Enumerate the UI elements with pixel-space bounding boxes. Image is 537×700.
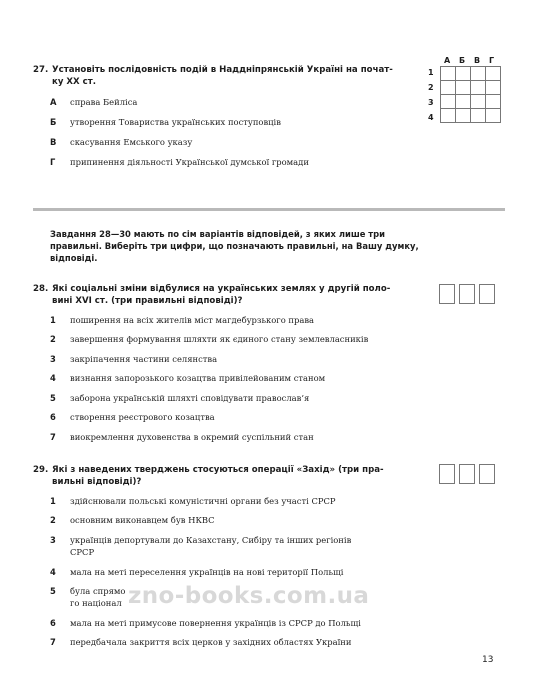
- q29-answer-box-1[interactable]: [439, 464, 455, 484]
- q28-option-3: 3 закріпачення частини селянства: [50, 354, 218, 364]
- instruction-text: Завдання 28—30 мають по сім варіантів відповідей, з яких лише три правильні. Виберіть три цифри, що позначають правильні, на Вашу думку, відповіді.: [50, 229, 419, 264]
- q28-answer-box-3[interactable]: [479, 284, 495, 304]
- q27-option-c: В скасування Емського указу: [50, 137, 193, 147]
- q29-option-3-cont: СРСР: [70, 547, 95, 557]
- grid-col-d: Г: [489, 56, 495, 65]
- grid-row-1: 1: [428, 68, 434, 77]
- grid-row-3: 3: [428, 98, 434, 107]
- q29-answer-box-3[interactable]: [479, 464, 495, 484]
- question-27-number: 27.: [33, 65, 49, 75]
- grid-col-b: Б: [459, 56, 466, 65]
- q29-option-7: 7 передбачала закриття всіх церков у західних областях України: [50, 637, 352, 647]
- q29-option-5-cont: го націонал: [70, 598, 122, 608]
- q28-option-5: 5 заборона українській шляхті сповідувати православ’я: [50, 393, 310, 403]
- question-27-text-line2: ку ХХ ст.: [52, 77, 97, 87]
- question-29-number: 29.: [33, 465, 49, 475]
- watermark: zno-books.com.ua: [128, 583, 370, 609]
- q29-option-3: 3 українців депортували до Казахстану, Сибіру та інших регіонів: [50, 535, 352, 545]
- q27-option-d: Г припинення діяльності Української думської громади: [50, 157, 309, 167]
- q29-option-5: 5 була спрямо: [50, 586, 126, 596]
- grid-row-4: 4: [428, 113, 434, 122]
- question-29-text-line1: Які з наведених тверджень стосуються операції «Захід» (три пра-: [52, 465, 384, 475]
- q27-option-a: А справа Бейліса: [50, 97, 138, 107]
- q29-option-2: 2 основним виконавцем був НКВС: [50, 515, 215, 525]
- q29-option-1: 1 здійснювали польські комуністичні органи без участі СРСР: [50, 496, 336, 506]
- q28-option-1: 1 поширення на всіх жителів міст магдебурзького права: [50, 315, 315, 325]
- grid-col-c: В: [474, 56, 481, 65]
- q28-answer-box-1[interactable]: [439, 284, 455, 304]
- q29-option-6: 6 мала на меті примусове повернення українців із СРСР до Польщі: [50, 618, 361, 628]
- q29-answer-box-2[interactable]: [459, 464, 475, 484]
- q27-option-b: Б утворення Товариства українських поступовців: [50, 117, 281, 127]
- question-29-text-line2: вильні відповіді)?: [52, 477, 142, 487]
- question-28-text-line2: вині XVI ст. (три правильні відповіді)?: [52, 296, 243, 306]
- section-divider: [33, 208, 505, 211]
- q28-option-2: 2 завершення формування шляхти як єдиного стану землевласників: [50, 334, 369, 344]
- grid-col-a: А: [444, 56, 451, 65]
- q27-answer-grid[interactable]: [440, 66, 501, 123]
- grid-row-2: 2: [428, 83, 434, 92]
- q28-option-4: 4 визнання запорозького козацтва привілейованим станом: [50, 373, 326, 383]
- q28-option-6: 6 створення реєстрового козацтва: [50, 412, 215, 422]
- page-number: 13: [482, 655, 494, 665]
- question-28-text-line1: Які соціальні зміни відбулися на українських землях у другій поло-: [52, 284, 391, 294]
- q28-answer-box-2[interactable]: [459, 284, 475, 304]
- question-27-text-line1: Установіть послідовність подій в Наддніпрянській Україні на почат-: [52, 65, 393, 75]
- q29-option-4: 4 мала на меті переселення українців на нові території Польщі: [50, 567, 344, 577]
- q28-option-7: 7 виокремлення духовенства в окремий суспільний стан: [50, 432, 314, 442]
- question-28-number: 28.: [33, 284, 49, 294]
